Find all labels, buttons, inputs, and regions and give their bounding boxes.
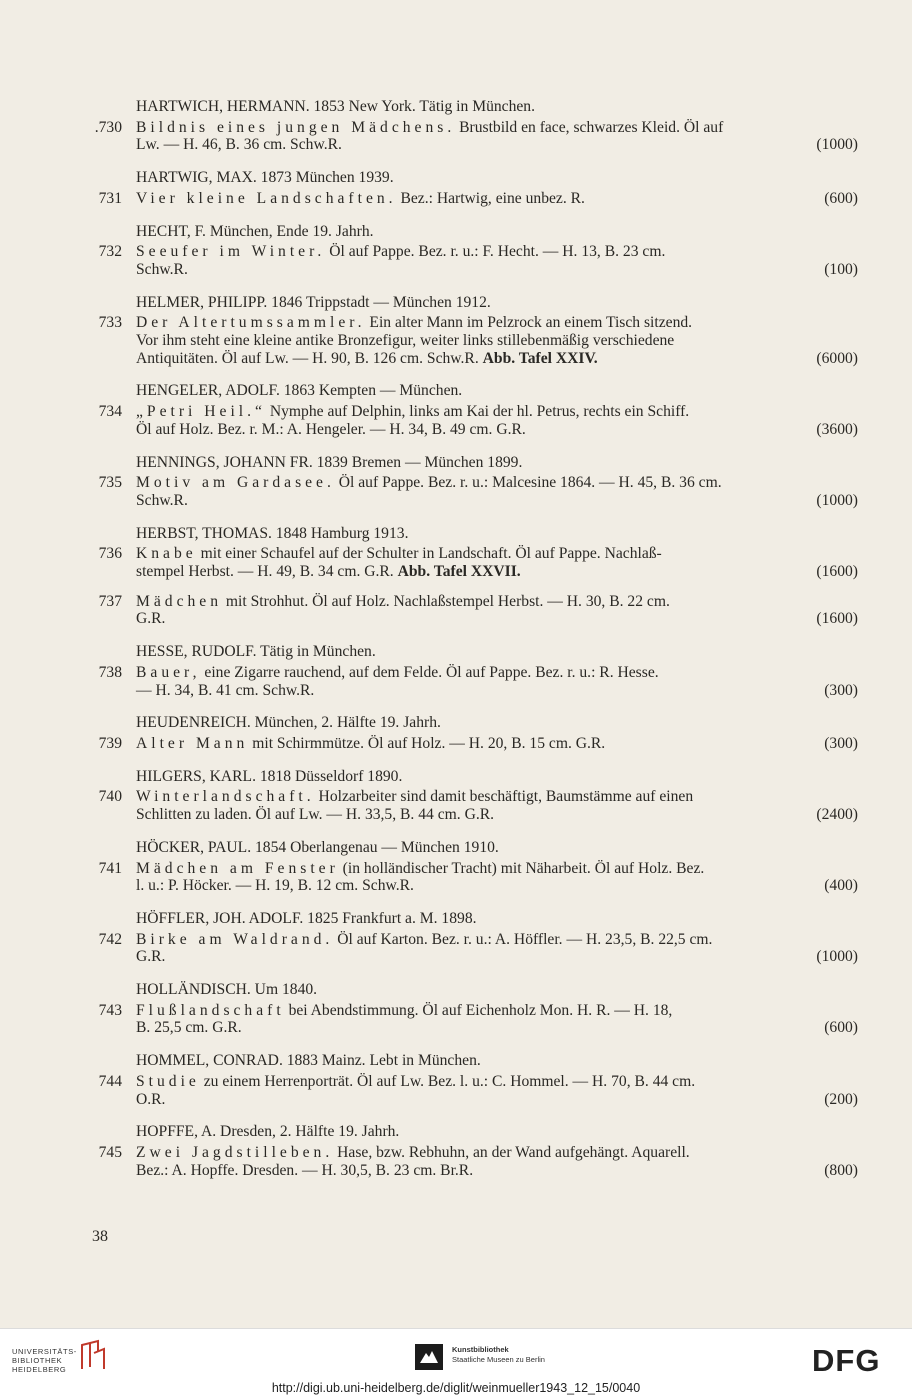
entry-line — [136, 563, 858, 581]
catalog-entry — [88, 545, 858, 580]
entry-text — [136, 332, 674, 350]
catalog-entry — [88, 664, 858, 699]
description-text: Öl auf Holz. Bez. r. M.: A. Hengeler. — H. 34, B. 49 cm. G.R. — [136, 420, 526, 438]
entry-text — [136, 788, 693, 806]
entry-text — [136, 610, 165, 628]
artist-heading: HOLLÄNDISCH. Um 1840. — [136, 981, 318, 999]
lot-number: 733 — [98, 314, 122, 332]
entry-line — [136, 261, 858, 279]
artwork-title: Bauer, — [136, 663, 201, 681]
description-text: stempel Herbst. — H. 49, B. 34 cm. G.R. — [136, 563, 398, 581]
entry-line — [136, 1019, 858, 1037]
catalog-entry — [88, 190, 858, 208]
entry-text — [136, 664, 659, 682]
description-text: l. u.: P. Höcker. — H. 19, B. 12 cm. Schw.R. — [136, 877, 414, 895]
entry-text — [136, 1144, 690, 1162]
entry-line — [136, 136, 858, 154]
entry-text — [136, 860, 704, 878]
catalog-entry — [88, 1002, 858, 1037]
entry-text — [136, 1002, 672, 1020]
catalog-entry — [88, 788, 858, 823]
artist-heading: HOPFFE, A. Dresden, 2. Hälfte 19. Jahrh. — [136, 1123, 400, 1141]
lot-number: 735 — [98, 474, 122, 492]
entry-line — [136, 682, 858, 700]
description-text: Öl auf Pappe. Bez. r. u.: Malcesine 1864. — H. 45, B. 36 cm. — [334, 474, 722, 492]
entry-text — [136, 877, 414, 895]
description-text: Schlitten zu laden. Öl auf Lw. — H. 33,5, B. 44 cm. G.R. — [136, 806, 495, 824]
catalog-entry — [88, 314, 858, 367]
entry-text — [136, 474, 722, 492]
entry-line — [136, 948, 858, 966]
entry-text — [136, 682, 314, 700]
description-text: Nymphe auf Delphin, links am Kai der hl. Petrus, rechts ein Schiff. — [265, 403, 690, 421]
description-text: B. 25,5 cm. G.R. — [136, 1019, 242, 1037]
artwork-title: Studie — [136, 1072, 200, 1090]
description-text: eine Zigarre rauchend, auf dem Felde. Öl auf Pappe. Bez. r. u.: R. Hesse. — [200, 663, 659, 681]
catalog-entries — [88, 98, 858, 1179]
artwork-title: Motiv am Gardasee. — [136, 474, 335, 492]
artwork-title: Knabe — [136, 545, 197, 563]
entry-line — [136, 931, 858, 949]
entry-line — [136, 190, 858, 208]
entry-line — [136, 610, 858, 628]
price-estimate: (1000) — [816, 491, 858, 509]
entry-line — [136, 664, 858, 682]
lot-number: 743 — [98, 1001, 122, 1019]
entry-text — [136, 261, 188, 279]
lot-number: 736 — [98, 545, 122, 563]
description-text: mit Schirmmütze. Öl auf Holz. — H. 20, B. 15 cm. G.R. — [248, 734, 606, 752]
entry-line — [136, 1162, 858, 1180]
entry-line — [136, 119, 858, 137]
entry-line — [136, 735, 858, 753]
catalog-entry — [88, 1144, 858, 1179]
artist-heading: HÖCKER, PAUL. 1854 Oberlangenau — München 1910. — [136, 838, 499, 856]
entry-line — [136, 1073, 858, 1091]
lot-number: 731 — [98, 189, 122, 207]
artwork-title: Zwei Jagdstilleben. — [136, 1143, 334, 1161]
entry-line — [136, 403, 858, 421]
entry-text — [136, 563, 521, 581]
entry-text — [136, 735, 605, 753]
dfg-logo[interactable]: DFG — [812, 1343, 881, 1378]
description-text: zu einem Herrenporträt. Öl auf Lw. Bez. l. u.: C. Hommel. — H. 70, B. 44 cm. — [199, 1072, 696, 1090]
artist-heading: HENNINGS, JOHANN FR. 1839 Bremen — München 1899. — [136, 453, 523, 471]
artwork-title: Bildnis eines jungen Mädchens. — [136, 118, 456, 136]
artist-heading: HECHT, F. München, Ende 19. Jahrh. — [136, 222, 374, 240]
description-text: mit Strohhut. Öl auf Holz. Nachlaßstempel Herbst. — H. 30, B. 22 cm. — [222, 592, 670, 610]
entry-text — [136, 403, 689, 421]
entry-text — [136, 948, 165, 966]
description-text: Vor ihm steht eine kleine antike Bronzefigur, weiter links stillebenmäßig verschiedene — [136, 332, 675, 350]
artwork-title: Flußlandschaft — [136, 1001, 285, 1019]
description-text: Öl auf Pappe. Bez. r. u.: F. Hecht. — H. 13, B. 23 cm. — [325, 243, 666, 261]
entry-line — [136, 545, 858, 563]
description-text: Ein alter Mann im Pelzrock an einem Tisch sitzend. — [365, 314, 693, 332]
lot-number: 744 — [98, 1072, 122, 1090]
museum-eagle-icon[interactable] — [414, 1343, 444, 1371]
catalog-entry — [88, 1073, 858, 1108]
description-text: G.R. — [136, 610, 166, 628]
price-estimate: (300) — [824, 734, 858, 752]
entry-line — [136, 492, 858, 510]
catalog-entry — [88, 403, 858, 438]
artist-heading: HEUDENREICH. München, 2. Hälfte 19. Jahrh. — [136, 714, 441, 732]
entry-text — [136, 1073, 695, 1091]
price-estimate: (800) — [824, 1161, 858, 1179]
lot-number: 738 — [98, 663, 122, 681]
description-text: Antiquitäten. Öl auf Lw. — H. 90, B. 126 cm. Schw.R. — [136, 349, 483, 367]
university-library-label[interactable]: UNIVERSITÄTS- BIBLIOTHEK HEIDELBERG — [12, 1347, 77, 1374]
entry-line — [136, 788, 858, 806]
entry-text — [136, 421, 526, 439]
description-text: — H. 34, B. 41 cm. Schw.R. — [136, 681, 315, 699]
entry-text — [136, 1162, 473, 1180]
description-text: Schw.R. — [136, 260, 188, 278]
lot-number: 742 — [98, 930, 122, 948]
entry-line — [136, 1144, 858, 1162]
artist-heading: HERBST, THOMAS. 1848 Hamburg 1913. — [136, 524, 409, 542]
artwork-title: Der Altertumssammler. — [136, 314, 366, 332]
entry-text — [136, 243, 665, 261]
description-text: (in holländischer Tracht) mit Näharbeit. Öl auf Holz. Bez. — [338, 859, 705, 877]
description-text: Schw.R. — [136, 491, 188, 509]
description-text: Bez.: A. Hopffe. Dresden. — H. 30,5, B. 23 cm. Br.R. — [136, 1161, 474, 1179]
lot-number: 739 — [98, 734, 122, 752]
artwork-title: Mädchen — [136, 592, 223, 610]
entry-line — [136, 1091, 858, 1109]
description-text: Öl auf Karton. Bez. r. u.: A. Höffler. — H. 23,5, B. 22,5 cm. — [333, 930, 713, 948]
description-text: G.R. — [136, 948, 166, 966]
catalog-entry — [88, 931, 858, 966]
lot-number: .730 — [94, 118, 122, 136]
description-text: Brustbild en face, schwarzes Kleid. Öl auf — [455, 118, 724, 136]
lot-number: 740 — [98, 788, 122, 806]
description-text: Hase, bzw. Rebhuhn, an der Wand aufgehängt. Aquarell. — [333, 1143, 690, 1161]
artist-heading: HILGERS, KARL. 1818 Düsseldorf 1890. — [136, 767, 403, 785]
entry-line — [136, 474, 858, 492]
entry-line — [136, 877, 858, 895]
page-number: 38 — [92, 1228, 108, 1245]
price-estimate: (1000) — [816, 948, 858, 966]
description-text: Lw. — H. 46, B. 36 cm. Schw.R. — [136, 136, 342, 154]
entry-text — [136, 593, 670, 611]
artist-heading: HARTWICH, HERMANN. 1853 New York. Tätig in München. — [136, 98, 535, 115]
entry-text — [136, 190, 585, 208]
permalink-url[interactable]: http://digi.ub.uni-heidelberg.de/diglit/weinmueller1943_12_15/0040 — [271, 1381, 641, 1395]
artist-heading: HENGELER, ADOLF. 1863 Kempten — München. — [136, 382, 463, 400]
university-logo-icon[interactable] — [78, 1339, 108, 1371]
catalog-entry — [88, 474, 858, 509]
catalog-entry — [88, 860, 858, 895]
artist-heading: HOMMEL, CONRAD. 1883 Mainz. Lebt in München. — [136, 1052, 481, 1070]
artwork-title: „Petri Heil.“ — [136, 403, 266, 421]
lot-number: 745 — [98, 1143, 122, 1161]
price-estimate: (600) — [824, 1019, 858, 1037]
catalog-entry — [88, 735, 858, 753]
description-text: O.R. — [136, 1090, 166, 1108]
entry-line — [136, 332, 858, 350]
artist-heading: HESSE, RUDOLF. Tätig in München. — [136, 643, 376, 661]
catalog-entry — [88, 243, 858, 278]
entry-text — [136, 492, 188, 510]
entry-text — [136, 806, 494, 824]
entry-line — [136, 1002, 858, 1020]
artist-heading: HELMER, PHILIPP. 1846 Trippstadt — München 1912. — [136, 293, 491, 311]
price-estimate: (2400) — [816, 806, 858, 824]
description-text: Bez.: Hartwig, eine unbez. R. — [396, 189, 585, 207]
entry-text — [136, 1019, 242, 1037]
artwork-title: Winterlandschaft. — [136, 788, 315, 806]
plate-reference: Abb. Tafel XXIV. — [482, 349, 598, 367]
lot-number: 737 — [98, 592, 122, 610]
price-estimate: (300) — [824, 681, 858, 699]
kunstbibliothek-label[interactable]: Kunstbibliothek Staatliche Museen zu Berlin — [452, 1345, 545, 1364]
entry-text — [136, 931, 712, 949]
catalog-entry — [88, 593, 858, 628]
entry-text — [136, 136, 342, 154]
entry-line — [136, 314, 858, 332]
artist-heading: HÖFFLER, JOH. ADOLF. 1825 Frankfurt a. M. 1898. — [136, 909, 477, 927]
price-estimate: (6000) — [816, 349, 858, 367]
price-estimate: (100) — [824, 260, 858, 278]
entry-text — [136, 119, 723, 137]
entry-line — [136, 421, 858, 439]
price-estimate: (400) — [824, 877, 858, 895]
artwork-title: Vier kleine Landschaften. — [136, 189, 397, 207]
price-estimate: (200) — [824, 1090, 858, 1108]
price-estimate: (3600) — [816, 420, 858, 438]
lot-number: 741 — [98, 859, 122, 877]
artwork-title: Mädchen am Fenster — [136, 859, 339, 877]
entry-text — [136, 350, 598, 368]
footer — [0, 1328, 912, 1381]
entry-line — [136, 860, 858, 878]
entry-line — [136, 593, 858, 611]
entry-line — [136, 350, 858, 368]
entry-text — [136, 1091, 165, 1109]
artist-heading: HARTWIG, MAX. 1873 München 1939. — [136, 169, 394, 187]
entry-text — [136, 545, 662, 563]
entry-line — [136, 806, 858, 824]
artwork-title: Alter Mann — [136, 734, 249, 752]
price-estimate: (1000) — [816, 136, 858, 154]
entry-text — [136, 314, 692, 332]
price-estimate: (1600) — [816, 610, 858, 628]
description-text: mit einer Schaufel auf der Schulter in Landschaft. Öl auf Pappe. Nachlaß- — [196, 545, 662, 563]
lot-number: 734 — [98, 403, 122, 421]
price-estimate: (600) — [824, 189, 858, 207]
plate-reference: Abb. Tafel XXVII. — [397, 563, 521, 581]
description-text: Holzarbeiter sind damit beschäftigt, Baumstämme auf einen — [314, 788, 694, 806]
catalog-entry — [88, 119, 858, 154]
artwork-title: Birke am Waldrand. — [136, 930, 334, 948]
entry-line — [136, 243, 858, 261]
artwork-title: Seeufer im Winter. — [136, 243, 326, 261]
lot-number: 732 — [98, 243, 122, 261]
description-text: bei Abendstimmung. Öl auf Eichenholz Mon. H. R. — H. 18, — [284, 1001, 673, 1019]
price-estimate: (1600) — [816, 563, 858, 581]
